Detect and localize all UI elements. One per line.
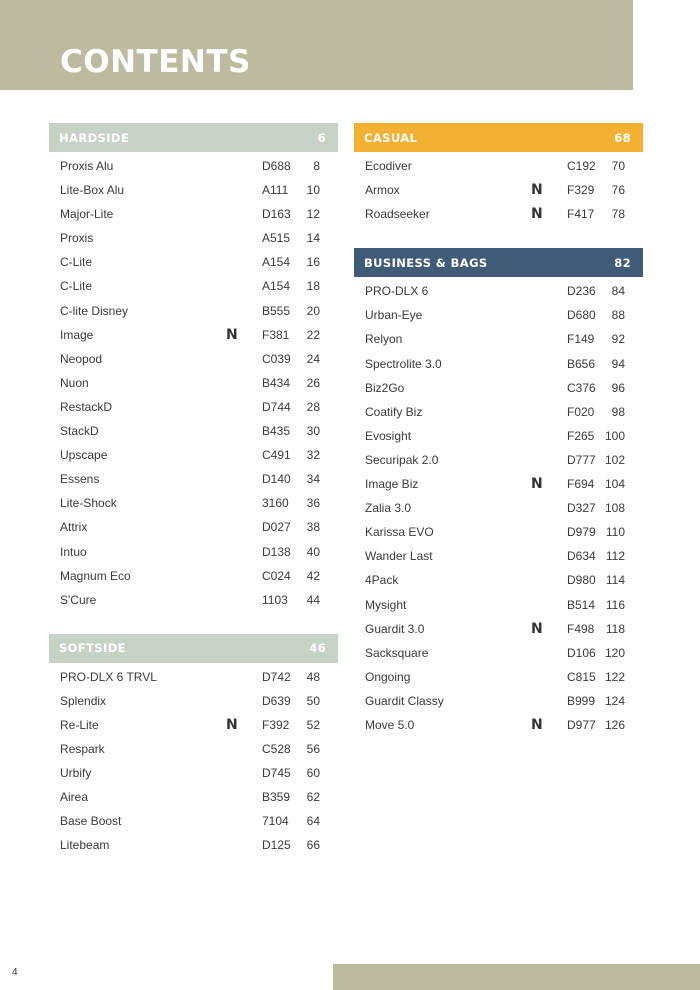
item-name: Guardit Classy <box>365 693 444 708</box>
item-code: 7104 <box>262 814 289 829</box>
item-page: 10 <box>306 183 320 198</box>
item-page: 126 <box>604 717 625 732</box>
item-name: C-lite Disney <box>60 303 129 318</box>
item-name: Lite-Box Alu <box>60 183 125 198</box>
list-item <box>354 496 643 520</box>
item-code: A111 <box>262 183 289 198</box>
item-name: Sacksquare <box>365 645 429 660</box>
section-title: BUSINESS & BAGS <box>364 255 488 270</box>
item-code: D980 <box>567 573 596 588</box>
item-name: Airea <box>60 790 89 805</box>
list-item <box>49 665 338 689</box>
list-item <box>49 761 338 785</box>
new-badge-icon: N <box>531 206 543 223</box>
item-name: Splendix <box>60 693 107 708</box>
item-name: Re-Lite <box>60 717 99 732</box>
item-code: B555 <box>262 303 291 318</box>
page-title: CONTENTS <box>60 44 251 80</box>
section-header <box>354 248 643 277</box>
section-header <box>49 123 338 152</box>
item-page: 78 <box>611 207 625 222</box>
item-code: D744 <box>262 399 291 414</box>
list-item <box>354 713 643 737</box>
item-page: 66 <box>306 838 320 853</box>
item-code: A154 <box>262 279 291 294</box>
item-page: 120 <box>604 645 625 660</box>
item-name: Spectrolite 3.0 <box>365 356 442 371</box>
item-name: Proxis <box>60 231 94 246</box>
item-code: F329 <box>567 183 595 198</box>
list-item <box>354 279 643 303</box>
item-code: D977 <box>567 717 596 732</box>
item-name: Proxis Alu <box>60 159 114 173</box>
list-item <box>354 376 643 400</box>
item-name: Armox <box>365 183 400 198</box>
list-item <box>354 544 643 568</box>
item-code: B359 <box>262 790 291 805</box>
list-item <box>354 472 643 496</box>
section-page: 46 <box>309 641 326 656</box>
list-item <box>49 154 338 178</box>
item-name: Neopod <box>60 351 103 366</box>
item-page: 36 <box>306 496 320 511</box>
item-name: Urban-Eye <box>365 308 423 323</box>
item-code: F694 <box>567 477 595 492</box>
item-page: 28 <box>306 399 320 414</box>
list-item <box>49 785 338 809</box>
item-name: Base Boost <box>60 814 122 829</box>
item-page: 16 <box>306 255 320 270</box>
list-item <box>49 564 338 588</box>
new-badge-icon: N <box>531 182 543 199</box>
section-header <box>354 123 643 152</box>
section-title: SOFTSIDE <box>59 641 126 656</box>
list-item <box>354 448 643 472</box>
item-code: D634 <box>567 549 596 564</box>
list-item <box>49 515 338 539</box>
item-page: 8 <box>313 159 320 173</box>
section-page: 82 <box>614 255 631 270</box>
item-code: C039 <box>262 351 291 366</box>
item-name: Wander Last <box>365 549 433 564</box>
list-item <box>49 689 338 713</box>
item-page: 52 <box>306 717 320 732</box>
item-page: 102 <box>604 452 625 467</box>
list-item <box>49 419 338 443</box>
item-page: 122 <box>604 669 625 684</box>
list-item <box>354 568 643 592</box>
item-code: C815 <box>567 669 596 684</box>
item-name: Biz2Go <box>365 380 405 395</box>
item-code: A515 <box>262 231 291 246</box>
list-item <box>49 467 338 491</box>
item-code: C376 <box>567 380 596 395</box>
item-page: 34 <box>306 472 320 487</box>
list-item <box>354 689 643 713</box>
item-page: 100 <box>604 428 625 443</box>
item-code: D140 <box>262 472 291 487</box>
section-title: HARDSIDE <box>59 130 130 145</box>
item-page: 64 <box>306 814 320 829</box>
item-code: 3160 <box>262 496 289 511</box>
item-page: 20 <box>306 303 320 318</box>
item-name: StackD <box>60 424 99 439</box>
item-name: Nuon <box>60 375 89 390</box>
item-page: 112 <box>605 549 625 564</box>
section-page: 68 <box>614 130 631 145</box>
item-list <box>49 154 338 612</box>
item-code: B656 <box>567 356 596 371</box>
list-item <box>49 491 338 515</box>
item-code: D639 <box>262 693 291 708</box>
item-name: C-Lite <box>60 255 93 270</box>
item-code: 1103 <box>262 592 288 607</box>
item-page: 48 <box>306 669 320 684</box>
list-item <box>354 400 643 424</box>
list-item <box>49 347 338 371</box>
item-page: 42 <box>306 568 320 583</box>
item-name: Urbify <box>60 766 92 781</box>
item-code: F381 <box>262 327 290 342</box>
item-page: 14 <box>306 231 320 246</box>
section-casual <box>354 123 643 226</box>
item-page: 116 <box>605 597 625 612</box>
item-code: C024 <box>262 568 291 583</box>
item-code: D027 <box>262 520 291 535</box>
item-code: D163 <box>262 207 291 222</box>
item-name: Securipak 2.0 <box>365 452 439 467</box>
list-item <box>49 202 338 226</box>
item-name: 4Pack <box>365 573 399 588</box>
new-badge-icon: N <box>531 620 543 637</box>
item-name: RestackD <box>60 399 113 414</box>
list-item <box>49 443 338 467</box>
section-title: CASUAL <box>364 130 418 145</box>
item-page: 84 <box>611 284 625 299</box>
list-item <box>354 617 643 641</box>
new-badge-icon: N <box>531 716 543 733</box>
item-name: Litebeam <box>60 838 110 853</box>
item-name: Coatify Biz <box>365 404 423 419</box>
item-name: Major-Lite <box>60 207 114 222</box>
item-name: Lite-Shock <box>60 496 117 511</box>
item-name: Attrix <box>60 520 88 535</box>
item-name: Move 5.0 <box>365 717 415 732</box>
page-number: 4 <box>12 967 18 978</box>
item-code: C192 <box>567 159 596 173</box>
item-name: Evosight <box>365 428 412 443</box>
item-page: 114 <box>605 573 625 588</box>
list-item <box>49 713 338 737</box>
item-page: 108 <box>604 501 625 516</box>
list-item <box>354 352 643 376</box>
item-page: 24 <box>306 351 320 366</box>
item-code: C491 <box>262 448 291 463</box>
item-code: F498 <box>567 621 595 636</box>
item-name: Mysight <box>365 597 407 612</box>
list-item <box>49 588 338 612</box>
item-page: 32 <box>306 448 320 463</box>
list-item <box>49 371 338 395</box>
list-item <box>354 178 643 202</box>
item-page: 124 <box>604 693 625 708</box>
item-code: B435 <box>262 424 291 439</box>
item-name: Relyon <box>365 332 403 347</box>
list-item <box>354 520 643 544</box>
item-code: D106 <box>567 645 596 660</box>
item-page: 88 <box>611 308 625 323</box>
item-list <box>354 279 643 737</box>
item-page: 12 <box>306 207 320 222</box>
item-code: F149 <box>567 332 595 347</box>
item-page: 118 <box>605 621 625 636</box>
list-item <box>49 833 338 857</box>
item-code: B514 <box>567 597 596 612</box>
item-code: F392 <box>262 717 290 732</box>
item-code: F265 <box>567 428 595 443</box>
item-code: D327 <box>567 501 596 516</box>
item-name: S'Cure <box>60 592 97 607</box>
list-item <box>49 395 338 419</box>
item-name: PRO-DLX 6 TRVL <box>60 669 157 684</box>
item-page: 26 <box>306 375 320 390</box>
list-item <box>354 154 643 178</box>
list-item <box>354 303 643 327</box>
item-page: 96 <box>611 380 625 395</box>
item-name: Image <box>60 327 94 342</box>
list-item <box>354 327 643 351</box>
item-code: F417 <box>567 207 595 222</box>
item-page: 94 <box>611 356 625 371</box>
item-name: Respark <box>60 742 105 757</box>
item-name: Essens <box>60 472 100 487</box>
list-item <box>354 424 643 448</box>
list-item <box>354 641 643 665</box>
item-code: D138 <box>262 544 291 559</box>
item-page: 92 <box>611 332 625 347</box>
item-page: 104 <box>604 477 625 492</box>
item-page: 30 <box>306 424 320 439</box>
item-name: Image Biz <box>365 477 419 492</box>
right-column <box>354 123 643 759</box>
item-name: Ecodiver <box>365 159 412 173</box>
item-code: D742 <box>262 669 291 684</box>
item-list <box>49 665 338 858</box>
item-name: C-Lite <box>60 279 93 294</box>
item-code: D979 <box>567 525 596 540</box>
item-name: Karissa EVO <box>365 525 434 540</box>
list-item <box>49 809 338 833</box>
item-page: 110 <box>605 525 625 540</box>
item-page: 76 <box>611 183 625 198</box>
item-page: 56 <box>306 742 320 757</box>
section-business-bags <box>354 248 643 737</box>
item-page: 38 <box>306 520 320 535</box>
item-name: Magnum Eco <box>60 568 131 583</box>
item-name: Guardit 3.0 <box>365 621 425 636</box>
item-code: D236 <box>567 284 596 299</box>
item-code: D745 <box>262 766 291 781</box>
item-code: A154 <box>262 255 291 270</box>
list-item <box>49 274 338 298</box>
item-page: 40 <box>306 544 320 559</box>
item-page: 22 <box>306 327 320 342</box>
new-badge-icon: N <box>531 476 543 493</box>
item-code: D680 <box>567 308 596 323</box>
list-item <box>354 593 643 617</box>
list-item <box>49 323 338 347</box>
item-page: 70 <box>611 159 625 173</box>
item-code: F020 <box>567 404 595 419</box>
left-column <box>49 123 338 880</box>
item-name: Zalia 3.0 <box>365 501 412 516</box>
item-name: Roadseeker <box>365 207 430 222</box>
list-item <box>49 299 338 323</box>
footer-band <box>333 964 700 990</box>
item-list <box>354 154 643 226</box>
section-header <box>49 634 338 663</box>
item-code: B999 <box>567 693 596 708</box>
list-item <box>354 202 643 226</box>
item-page: 18 <box>306 279 320 294</box>
item-code: D125 <box>262 838 291 853</box>
item-page: 60 <box>306 766 320 781</box>
item-name: PRO-DLX 6 <box>365 284 429 299</box>
list-item <box>49 540 338 564</box>
item-code: D777 <box>567 452 596 467</box>
list-item <box>49 737 338 761</box>
item-page: 44 <box>306 592 320 607</box>
item-code: B434 <box>262 375 291 390</box>
item-name: Upscape <box>60 448 108 463</box>
list-item <box>354 665 643 689</box>
item-name: Intuo <box>60 544 87 559</box>
item-code: C528 <box>262 742 291 757</box>
item-name: Ongoing <box>365 669 411 684</box>
item-page: 50 <box>306 693 320 708</box>
item-page: 62 <box>306 790 320 805</box>
item-page: 98 <box>611 404 625 419</box>
section-hardside <box>49 123 338 612</box>
new-badge-icon: N <box>226 716 238 733</box>
list-item <box>49 250 338 274</box>
section-softside <box>49 634 338 858</box>
new-badge-icon: N <box>226 326 238 343</box>
list-item <box>49 178 338 202</box>
item-code: D688 <box>262 159 291 173</box>
list-item <box>49 226 338 250</box>
section-page: 6 <box>317 130 326 145</box>
